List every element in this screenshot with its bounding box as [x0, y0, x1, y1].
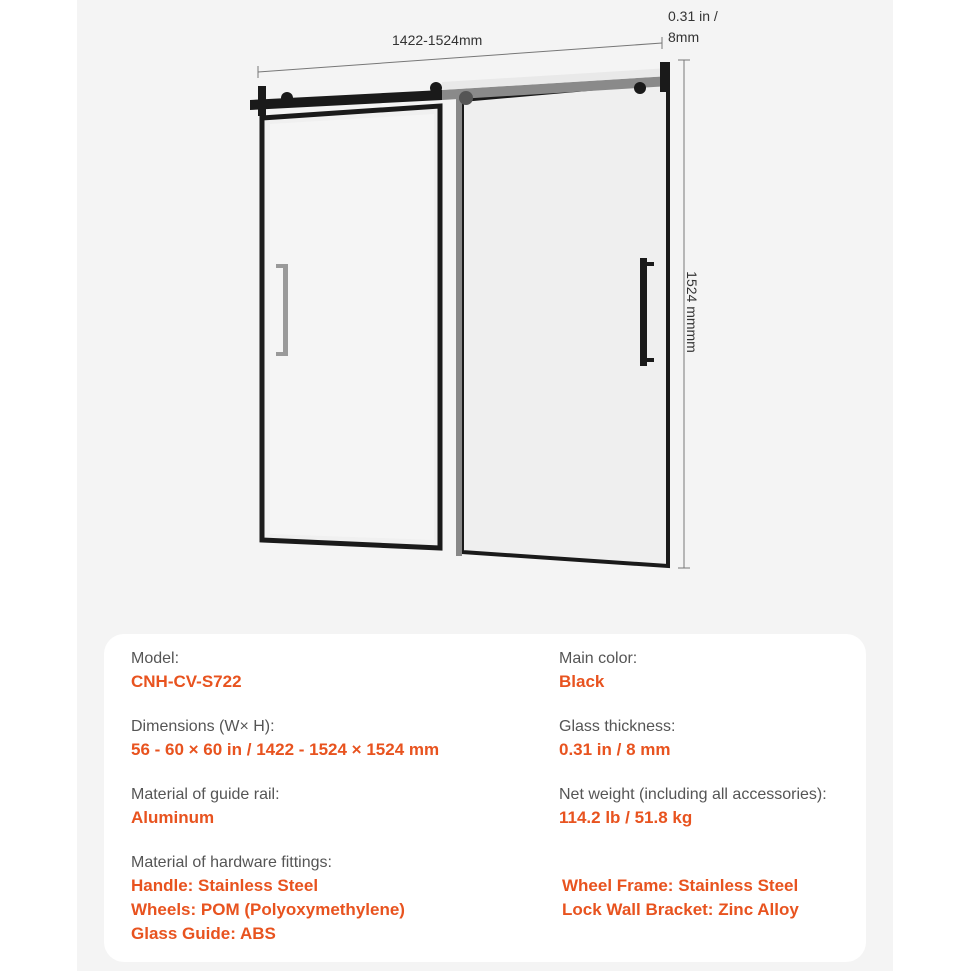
spec-value: 56 - 60 × 60 in / 1422 - 1524 × 1524 mm [131, 740, 440, 759]
spec-label: Material of guide rail: [131, 786, 280, 803]
hardware-item: Wheel Frame: Stainless Steel [562, 876, 799, 895]
thickness-line-1: 0.31 in / [668, 8, 718, 24]
hardware-item: Glass Guide: ABS [131, 924, 276, 943]
spec-value: Black [559, 672, 605, 691]
thickness-line-2: 8mm [668, 29, 700, 45]
right-glass-panel [456, 82, 668, 566]
spec-net-weight [559, 784, 827, 830]
spec-value: CNH-CV-S722 [131, 672, 242, 691]
spec-model [131, 648, 242, 694]
spec-label: Dimensions (W× H): [131, 718, 275, 735]
spec-value: 114.2 lb / 51.8 kg [559, 808, 693, 827]
hardware-item: Handle: Stainless Steel [131, 876, 319, 895]
left-glass-panel [262, 106, 440, 548]
spec-glass-thickness [559, 716, 675, 762]
spec-dimensions [131, 716, 439, 762]
hardware-item: Wheels: POM (Polyoxymethylene) [131, 900, 405, 919]
spec-label: Model: [131, 650, 180, 667]
spec-value: 0.31 in / 8 mm [559, 740, 671, 759]
thickness-dimension-label [668, 6, 738, 48]
spec-label: Glass thickness: [559, 718, 676, 735]
spec-hardware-fittings-right [562, 874, 799, 922]
height-dimension-label: 1524 mmmm [684, 271, 700, 353]
hardware-item: Lock Wall Bracket: Zinc Alloy [562, 900, 799, 919]
spec-guide-rail [131, 784, 280, 830]
spec-label: Net weight (including all accessories): [559, 786, 827, 803]
spec-label: Material of hardware fittings: [131, 854, 332, 871]
spec-main-color [559, 648, 637, 694]
spec-hardware-fittings [131, 852, 405, 946]
spec-label: Main color: [559, 650, 638, 667]
spec-value: Aluminum [131, 808, 215, 827]
width-dimension-label: 1422-1524mm [392, 32, 483, 48]
